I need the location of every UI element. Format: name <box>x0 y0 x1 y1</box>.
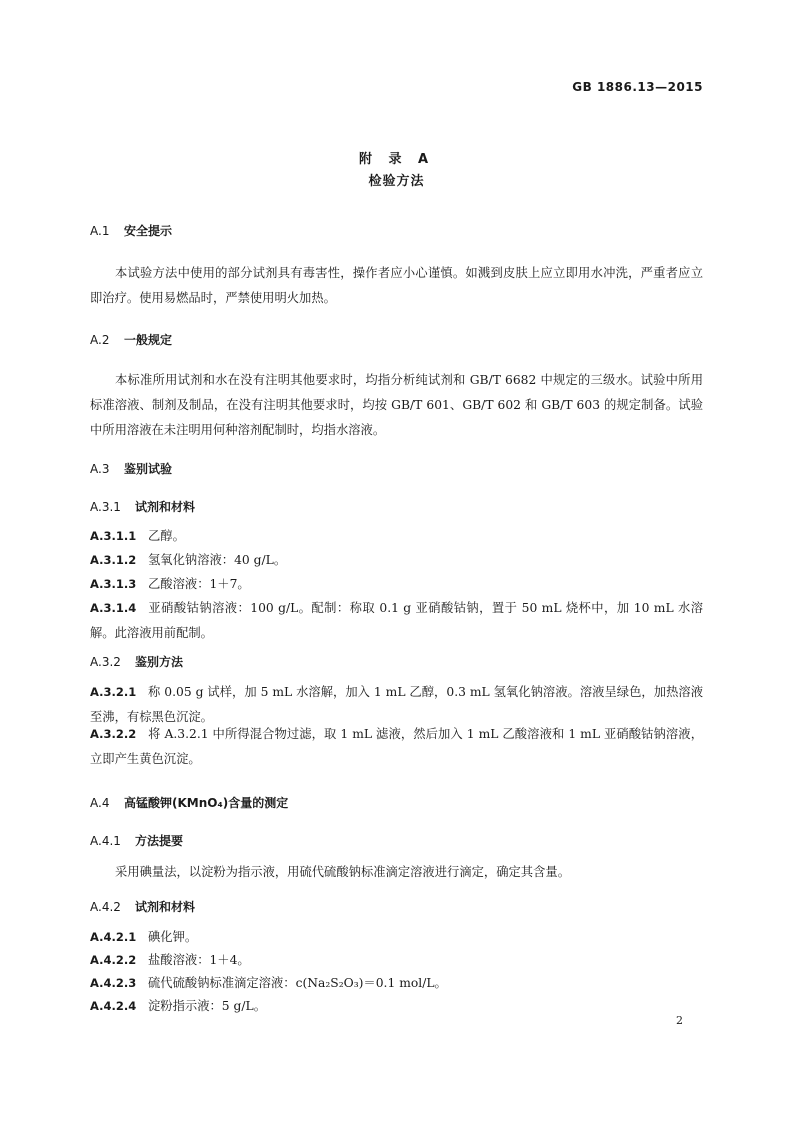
appendix-title: 附 录 A <box>358 152 435 167</box>
section-a41-paragraph: 采用碘量法，以淀粉为指示液，用硫代硫酸钠标准滴定溶液进行滴定，确定其含量。 <box>115 865 570 879</box>
standard-code: GB 1886.13—2015 <box>572 80 703 94</box>
item-text: 碘化钾。 <box>148 930 198 944</box>
section-a31-heading <box>90 498 195 515</box>
list-item-a322 <box>90 722 703 772</box>
section-a4-heading <box>90 794 288 811</box>
item-text: 称 0.05 g 试样，加 5 mL 水溶解，加入 1 mL 乙醇，0.3 mL 氢氧化钠溶液。溶液呈绿色，加热溶液至沸，有棕黑色沉淀。 <box>90 685 703 724</box>
item-text: 乙醇。 <box>148 529 185 543</box>
item-number: A.3.1.3 <box>90 577 137 591</box>
section-title: 试剂和材料 <box>135 900 196 914</box>
item-number: A.4.2.3 <box>90 976 137 990</box>
section-title: 高锰酸钾(KMnO₄)含量的测定 <box>124 796 289 810</box>
list-item-a314 <box>90 596 703 646</box>
section-number: A.1 <box>90 224 110 238</box>
section-a32-heading <box>90 653 183 670</box>
list-item-a423 <box>90 971 703 996</box>
item-number: A.4.2.1 <box>90 930 137 944</box>
section-a42-heading <box>90 898 195 915</box>
item-number: A.4.2.4 <box>90 999 137 1013</box>
list-item-a311 <box>90 524 703 549</box>
item-text: 氢氧化钠溶液：40 g/L。 <box>148 553 287 567</box>
list-item-a422 <box>90 948 703 973</box>
section-title: 一般规定 <box>124 333 173 347</box>
section-number: A.3 <box>90 462 110 476</box>
item-number: A.3.1.4 <box>90 601 137 615</box>
section-a1-heading <box>90 222 172 239</box>
section-a1-paragraph: 本试验方法中使用的部分试剂具有毒害性，操作者应小心谨慎。如溅到皮肤上应立即用水冲洗，严重者应立即治疗。使用易燃品时，严禁使用明火加热。 <box>90 266 703 305</box>
list-item-a424 <box>90 994 703 1019</box>
list-item-a421 <box>90 925 703 950</box>
item-text: 乙酸溶液：1＋7。 <box>148 577 250 591</box>
section-a2-paragraph: 本标准所用试剂和水在没有注明其他要求时，均指分析纯试剂和 GB/T 6682 中规定的三级水。试验中所用标准溶液、制剂及制品，在没有注明其他要求时，均按 GB/T 601、GB/T 602 和 GB/T 603 的规定制备。试验中所用溶液在未注明用何种溶剂配制时，均指水溶液。 <box>90 373 703 437</box>
item-number: A.3.2.2 <box>90 727 137 741</box>
item-number: A.3.2.1 <box>90 685 137 699</box>
item-text: 将 A.3.2.1 中所得混合物过滤，取 1 mL 滤液，然后加入 1 mL 乙酸溶液和 1 mL 亚硝酸钴钠溶液，立即产生黄色沉淀。 <box>90 727 703 766</box>
section-number: A.3.1 <box>90 500 121 514</box>
section-title: 安全提示 <box>124 224 173 238</box>
section-number: A.2 <box>90 333 110 347</box>
list-item-a312 <box>90 548 703 573</box>
section-number: A.4.1 <box>90 834 121 848</box>
section-number: A.3.2 <box>90 655 121 669</box>
section-title: 方法提要 <box>135 834 184 848</box>
list-item-a313 <box>90 572 703 597</box>
item-text: 硫代硫酸钠标准滴定溶液：c(Na₂S₂O₃)＝0.1 mol/L。 <box>148 976 447 990</box>
section-a3-heading <box>90 460 172 477</box>
item-number: A.3.1.1 <box>90 529 137 543</box>
section-a2-heading <box>90 331 172 348</box>
page-number: 2 <box>676 1014 683 1027</box>
item-number: A.4.2.2 <box>90 953 137 967</box>
section-title: 鉴别试验 <box>124 462 173 476</box>
item-number: A.3.1.2 <box>90 553 137 567</box>
section-number: A.4.2 <box>90 900 121 914</box>
section-a41-heading <box>90 832 183 849</box>
appendix-subtitle: 检验方法 <box>368 174 425 189</box>
item-text: 淀粉指示液：5 g/L。 <box>148 999 266 1013</box>
section-title: 鉴别方法 <box>135 655 184 669</box>
section-title: 试剂和材料 <box>135 500 196 514</box>
item-text: 亚硝酸钴钠溶液：100 g/L。配制：称取 0.1 g 亚硝酸钴钠，置于 50 mL 烧杯中，加 10 mL 水溶解。此溶液用前配制。 <box>90 601 703 640</box>
item-text: 盐酸溶液：1＋4。 <box>148 953 250 967</box>
section-number: A.4 <box>90 796 110 810</box>
